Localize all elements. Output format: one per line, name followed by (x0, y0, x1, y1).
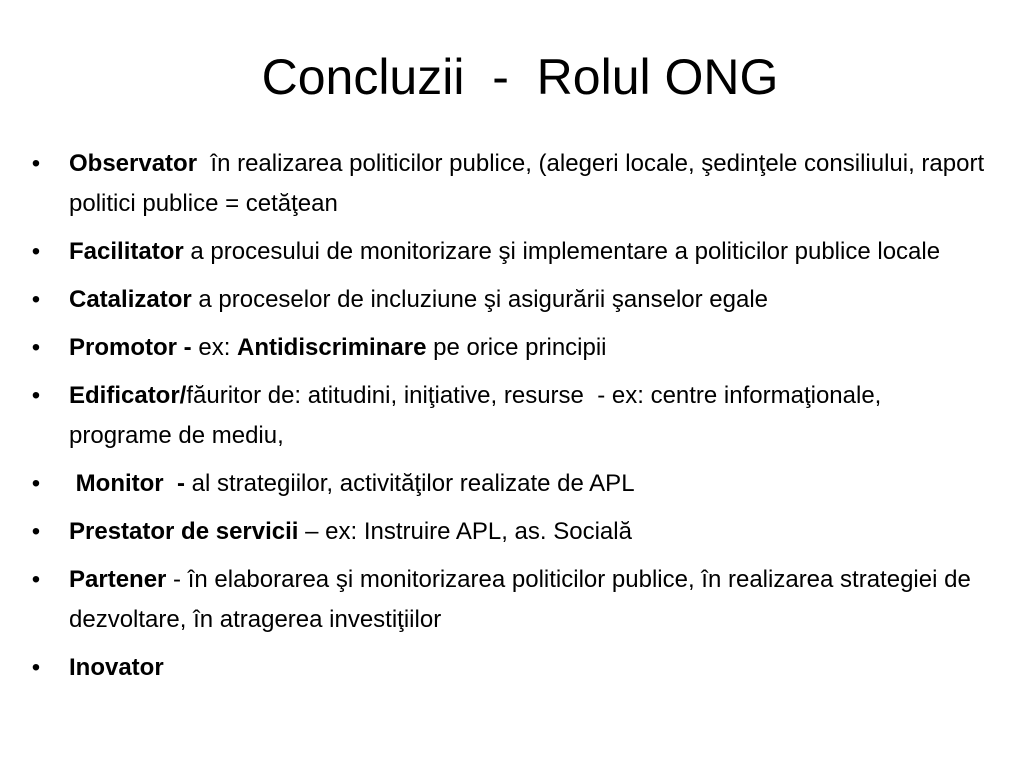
bullet-dot-icon: • (31, 518, 41, 545)
bullet-term: Monitor - (69, 470, 185, 497)
bullet-term: Partener (69, 566, 167, 593)
bullet-text: ex: (191, 334, 238, 361)
bullet-text: al strategiilor, activităţilor realizate de APL (184, 470, 635, 497)
bullet-dot-icon: • (31, 654, 41, 681)
bullet-term: Facilitator (69, 238, 184, 265)
slide-title: Concluzii - Rolul ONG (261, 49, 779, 105)
bullet-text: - în elaborarea şi monitorizarea politicilor publice, în realizarea strategiei de dezvoltare, în atragerea investiţiilor (69, 566, 978, 633)
bullet-text: a proceselor de incluziune şi asigurării şanselor egale (191, 286, 769, 313)
bullet-term: Edificator/ (69, 382, 187, 409)
bullet-text: a procesului de monitorizare şi implementare a politicilor publice locale (183, 238, 941, 265)
bullet-list (26, 144, 991, 696)
bullet-text: pe orice principii (426, 334, 607, 361)
list-item (26, 328, 986, 368)
bullet-term: Inovator (69, 654, 164, 681)
bullet-dot-icon: • (31, 238, 41, 265)
list-item (26, 376, 986, 456)
bullet-text: în realizarea politicilor publice, (alegeri locale, şedinţele consiliului, raport politici publice = cetăţean (69, 150, 991, 217)
bullet-dot-icon: • (31, 566, 41, 593)
list-item (26, 232, 986, 272)
list-item (26, 464, 986, 504)
list-item (26, 648, 986, 688)
list-item (26, 560, 986, 640)
bullet-term: Observator (69, 150, 198, 177)
bullet-term: Catalizator (69, 286, 192, 313)
bullet-text: – ex: Instruire APL, as. Socială (298, 518, 632, 545)
bullet-dot-icon: • (31, 286, 41, 313)
bullet-text: făuritor de: atitudini, iniţiative, resurse - ex: centre informaţionale, programe de mediu, (69, 382, 889, 449)
bullet-term: Prestator de servicii (69, 518, 299, 545)
bullet-dot-icon: • (31, 334, 41, 361)
bullet-emphasis: Antidiscriminare (237, 334, 427, 361)
bullet-term: Promotor - (69, 334, 192, 361)
list-item (26, 144, 991, 224)
list-item (26, 512, 986, 552)
bullet-dot-icon: • (31, 470, 41, 497)
bullet-dot-icon: • (31, 150, 41, 177)
list-item (26, 280, 986, 320)
bullet-dot-icon: • (31, 382, 41, 409)
